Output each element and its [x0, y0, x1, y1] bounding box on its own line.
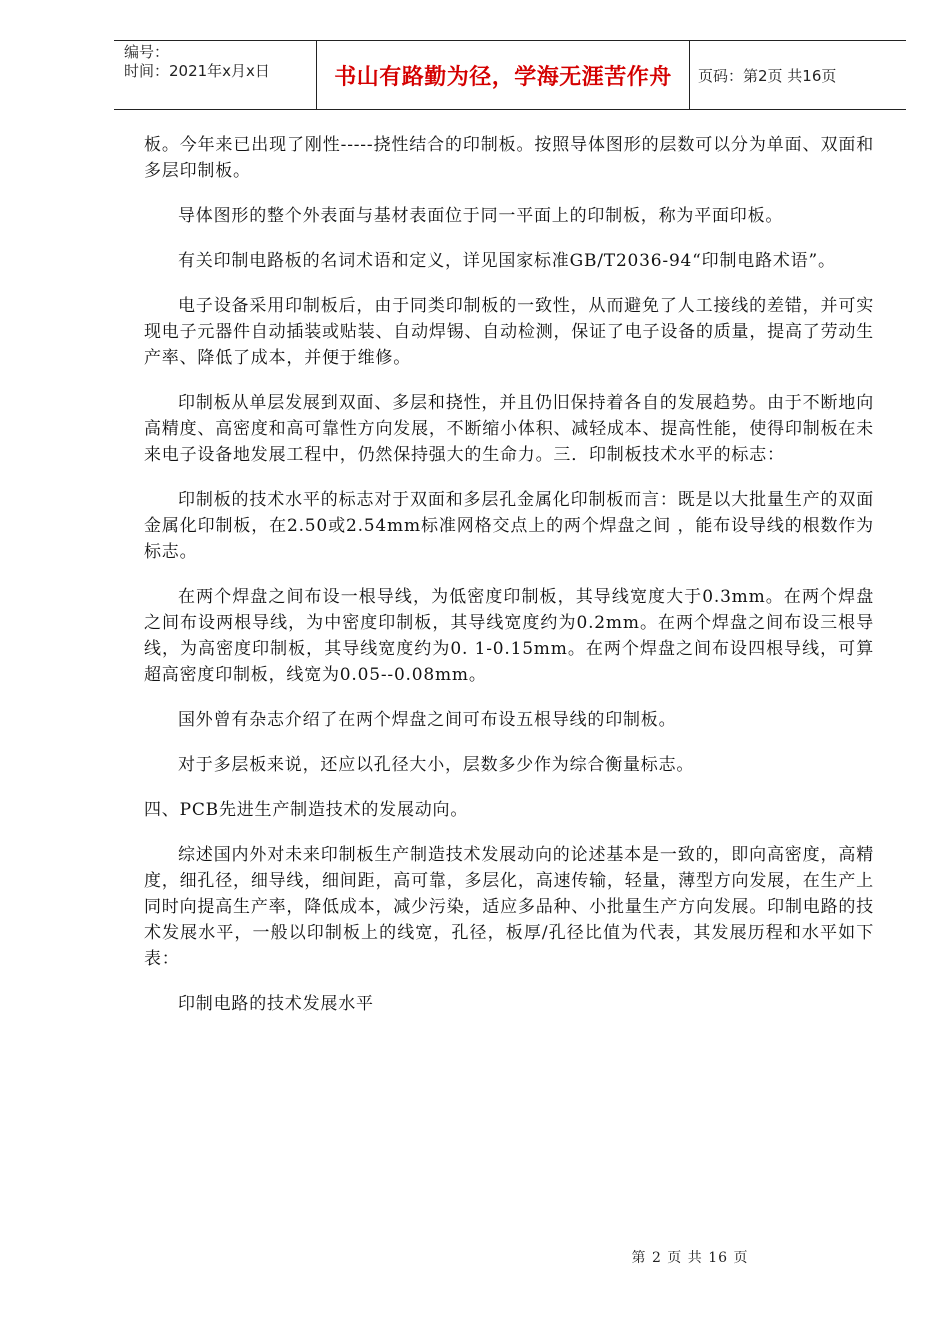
paragraph: 板。今年来已出现了刚性-----挠性结合的印制板。按照导体图形的层数可以分为单面、双面和多层印制板。: [144, 135, 874, 181]
paragraph: 综述国内外对未来印制板生产制造技术发展动向的论述基本是一致的，即向高密度，高精度，细孔径，细导线，细间距，高可靠，多层化，高速传输，轻量，薄型方向发展，在生产上同时向提高生产率，降低成本，减少污染，适应多品种、小批量生产方向发展。印制电路的技术发展水平，一般以印制板上的线宽，孔径，板厚/孔径比值为代表，其发展历程和水平如下表：: [144, 845, 874, 969]
document-time-label: 时间：2021年x月x日: [124, 62, 270, 80]
page-header: [114, 40, 906, 110]
paragraph: 电子设备采用印制板后，由于同类印制板的一致性，从而避免了人工接线的差错，并可实现电子元器件自动插装或贴装、自动焊锡、自动检测，保证了电子设备的质量，提高了劳动生产率、降低了成本，并便于维修。: [144, 296, 874, 368]
section-heading: 四、PCB先进生产制造技术的发展动向。: [144, 800, 469, 820]
header-motto: 书山有路勤为径，学海无涯苦作舟: [316, 41, 690, 109]
paragraph: 有关印制电路板的名词术语和定义，详见国家标准GB/T2036-94“印制电路术语”。: [178, 251, 836, 271]
paragraph: 印制板从单层发展到双面、多层和挠性，并且仍旧保持着各自的发展趋势。由于不断地向高精度、高密度和高可靠性方向发展，不断缩小体积、减轻成本、提高性能，使得印制板在未来电子设备地发展工程中，仍然保持强大的生命力。三．印制板技术水平的标志：: [144, 393, 874, 465]
page-footer: 第 2 页 共 16 页: [631, 1250, 749, 1266]
paragraph: 印制板的技术水平的标志对于双面和多层孔金属化印制板而言：既是以大批量生产的双面金属化印制板，在2.50或2.54mm标准网格交点上的两个焊盘之间 ，能布设导线的根数作为标志。: [144, 490, 874, 562]
header-meta: [114, 41, 316, 109]
document-body: [144, 132, 874, 1036]
paragraph: 国外曾有杂志介绍了在两个焊盘之间可布设五根导线的印制板。: [178, 710, 677, 730]
table-caption: 印制电路的技术发展水平: [178, 994, 374, 1014]
paragraph: 导体图形的整个外表面与基材表面位于同一平面上的印制板，称为平面印板。: [178, 206, 784, 226]
paragraph: 对于多层板来说，还应以孔径大小，层数多少作为综合衡量标志。: [178, 755, 695, 775]
header-page-number: 页码：第2页 共16页: [698, 66, 837, 85]
document-number-label: 编号：: [124, 43, 170, 61]
paragraph: 在两个焊盘之间布设一根导线，为低密度印制板，其导线宽度大于0.3mm。在两个焊盘之间布设两根导线，为中密度印制板，其导线宽度约为0.2mm。在两个焊盘之间布设三根导线，为高密度印制板，其导线宽度约为0. 1-0.15mm。在两个焊盘之间布设四根导线，可算超高密度印制板，线宽为0.05--0.08mm。: [144, 587, 874, 685]
